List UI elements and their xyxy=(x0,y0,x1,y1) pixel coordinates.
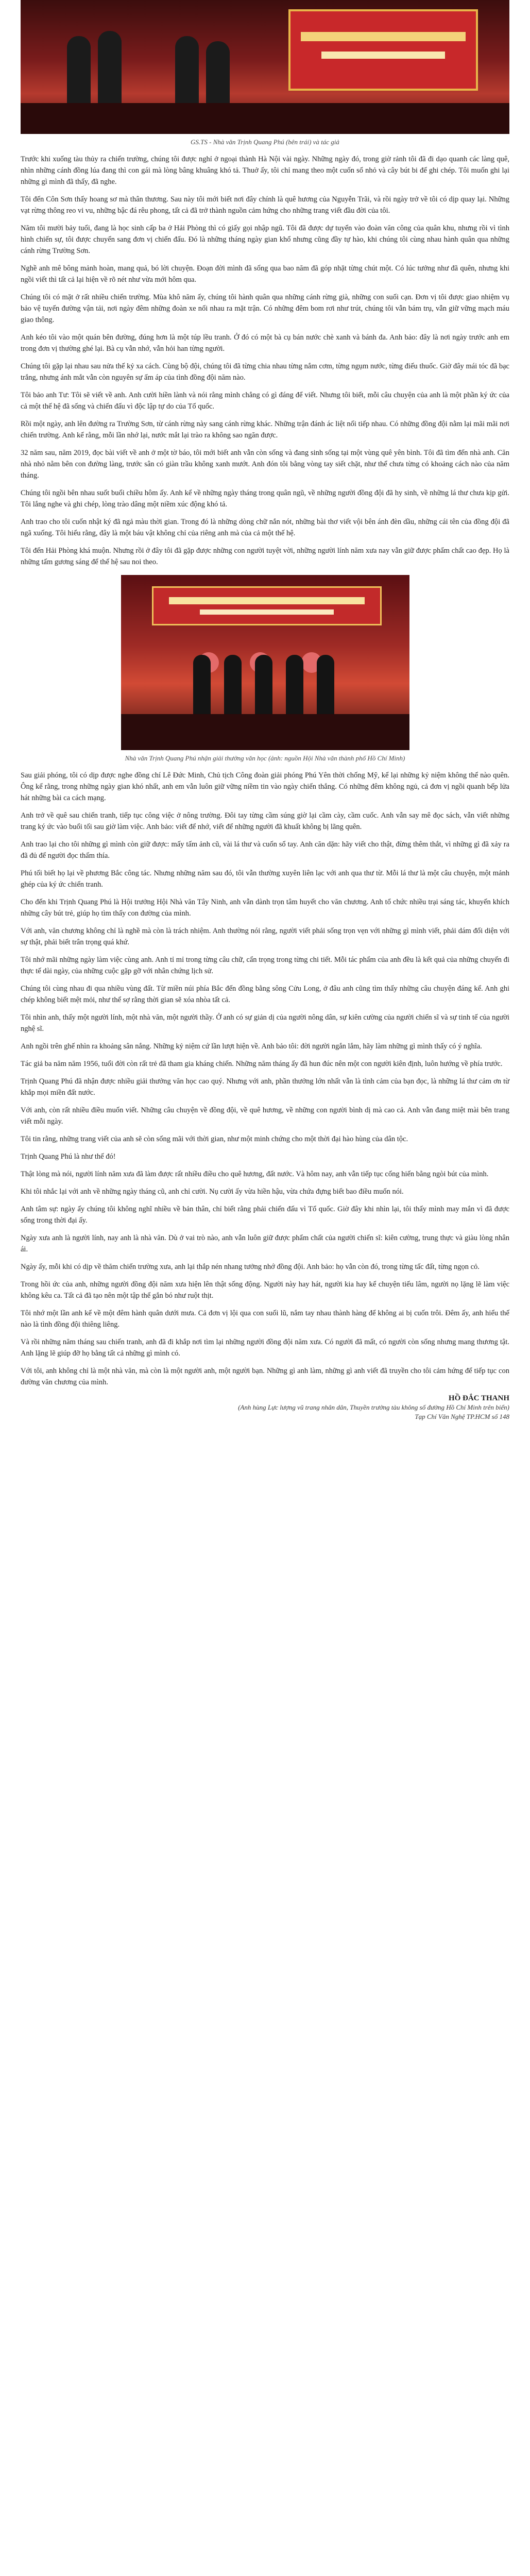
article-paragraph: Ngày xưa anh là người lính, nay anh là nhà văn. Dù ở vai trò nào, anh vẫn luôn giữ được phẩm chất của người chiến sĩ: kiên cường, trung thực và giàu lòng nhân ái. xyxy=(21,1234,509,1253)
person-figure xyxy=(224,655,242,722)
article-paragraph: Tôi tin rằng, những trang viết của anh sẽ còn sống mãi với thời gian, như một minh chứng cho một thời đại hào hùng của dân tộc. xyxy=(21,1135,408,1143)
article-paragraph: Tác giả ba năm năm 1956, tuổi đời còn rất trẻ đã tham gia kháng chiến. Những năm tháng ấy đã hun đúc nên một con người kiên định, luôn hướng về phía trước. xyxy=(21,1060,503,1068)
article-paragraph: Trong hồi ức của anh, những người đồng đội năm xưa hiện lên thật sống động. Người này hay hát, người kia hay kể chuyện tiếu lâm, người nọ lặng lẽ làm việc không kêu ca. Tất cả đã tạo nên một tập thể gắn bó như ruột thịt. xyxy=(21,1280,509,1300)
article-paragraph: Chúng tôi gặp lại nhau sau nửa thế kỷ xa cách. Cùng bộ đội, chúng tôi đã từng chia nhau từng nắm cơm, từng ngụm nước, từng điếu thuốc. Giờ đây mái tóc đã bạc trắng, nhưng ánh mắt vẫn còn nguyên sự ấm áp của tình đồng đội năm nào. xyxy=(21,362,509,382)
article-paragraph: Tôi đến Hải Phòng khá muộn. Nhưng rồi ở đây tôi đã gặp được những con người tuyệt vời, những người lính năm xưa nay vẫn giữ được phẩm chất cao đẹp. Họ là những tấm gương sáng để thế hệ sau noi theo. xyxy=(21,547,509,566)
article-paragraph: Thật lòng mà nói, người lính năm xưa đã làm được rất nhiều điều cho quê hương, đất nước. Và hôm nay, anh vẫn tiếp tục cống hiến bằng ngòi bút của mình. xyxy=(21,1170,489,1178)
top-photo xyxy=(21,0,509,134)
article-paragraph: Anh ngồi trên ghế nhìn ra khoảng sân nắng. Những kỷ niệm cứ lần lượt hiện về. Anh bảo tôi: đời người ngắn lắm, hãy làm những gì mình thấy có ý nghĩa. xyxy=(21,1042,482,1050)
article-paragraph: Nghề anh mê bông mảnh hoàn, mang quả, bó lời chuyện. Đoạn đời mình đã sống qua bao năm đã góp nhặt từng chút một. Có lúc tưởng như đã quên, nhưng khi ngồi viết thì tất cả lại hiện về rõ nét như vừa mới hôm qua. xyxy=(21,264,509,284)
article-paragraph: Anh trở về quê sau chiến tranh, tiếp tục công việc ở nông trường. Đôi tay từng cầm súng giờ lại cầm cày, cầm cuốc. Anh vẫn say mê đọc sách, vẫn viết những trang ký ức vào buổi tối sau giờ làm việc. Anh bảo: viết để nhớ, viết để những người đã khuất không bị lãng quên. xyxy=(21,811,509,831)
article-paragraph: Tôi nhìn anh, thấy một người lính, một nhà văn, một người thầy. Ở anh có sự giản dị của người nông dân, sự kiên cường của người chiến sĩ và sự tinh tế của người nghệ sĩ. xyxy=(21,1013,509,1033)
author-note: (Anh hùng Lực lượng vũ trang nhân dân, Thuyền trưởng tàu không số đường Hồ Chí Minh trên biển) xyxy=(238,1403,509,1411)
article-paragraph: Tôi nhớ một lần anh kể về một đêm hành quân dưới mưa. Cả đơn vị lội qua con suối lũ, nắm tay nhau thành hàng để không ai bị cuốn trôi. Đêm ấy, anh hiểu thế nào là tình đồng đội thiêng liêng. xyxy=(21,1309,509,1329)
person-figure xyxy=(175,36,199,113)
article-paragraph: Với tôi, anh không chỉ là một nhà văn, mà còn là một người anh, một người bạn. Những gì anh làm, những gì anh viết đã truyền cho tôi cảm hứng để tiếp tục con đường văn chương của mình. xyxy=(21,1367,509,1386)
person-figure xyxy=(193,655,211,722)
article-paragraph: Với anh, còn rất nhiều điều muốn viết. Những câu chuyện về đồng đội, về quê hương, về những con người bình dị mà cao cả. Anh vẫn đang miệt mài bên trang viết mỗi ngày. xyxy=(21,1106,509,1126)
stage-floor xyxy=(21,103,509,134)
stage-screen xyxy=(288,9,478,91)
article-paragraph: Anh trao cho tôi cuốn nhật ký đã ngả màu thời gian. Trong đó là những dòng chữ nắn nót, những bài thơ viết vội bên ánh đèn dầu, những cái tên của đồng đội đã ngã xuống. Tôi hiểu rằng, đây là một báu vật không chỉ của riêng anh mà của cả một thế hệ. xyxy=(21,518,509,537)
article-paragraph: Với anh, văn chương không chỉ là nghề mà còn là trách nhiệm. Anh thường nói rằng, người viết phải sống trọn vẹn với những gì mình viết, phải dám đối diện với sự thật, phải biết trân trọng quá khứ. xyxy=(21,927,509,946)
article-paragraph: Chúng tôi ngồi bên nhau suốt buổi chiều hôm ấy. Anh kể về những ngày tháng trong quân ngũ, về những người đồng đội đã hy sinh, về những lá thư chưa kịp gửi. Tôi lắng nghe và ghi chép, lòng trào dâng một niềm xúc động khó tả. xyxy=(21,489,509,509)
article-paragraph: Ngày ấy, mỗi khi có dịp về thăm chiến trường xưa, anh lại thắp nén nhang tưởng nhớ đồng đội. Anh bảo: họ vẫn còn đó, trong từng tấc đất, từng ngọn cỏ. xyxy=(21,1263,480,1271)
top-photo-caption: GS.TS - Nhà văn Trịnh Quang Phú (bên trái) và tác giả xyxy=(191,138,339,146)
article-paragraph: Sau giải phóng, tôi có dịp được nghe đồng chí Lê Đức Minh, Chủ tịch Công đoàn giải phóng Phú Yên thời chống Mỹ, kể lại những kỷ niệm không thể nào quên. Ông kể rằng, trong những ngày gian khó nhất, anh em vẫn luôn giữ vững niềm tin vào ngày chiến thắng. Có những đêm không ngủ, cả đơn vị ngồi quanh bếp lửa hát những bài ca cách mạng. xyxy=(21,771,509,802)
article-paragraph: Anh trao lại cho tôi những gì mình còn giữ được: mấy tấm ảnh cũ, vài lá thư và cuốn sổ tay. Anh căn dặn: hãy viết cho thật, đừng thêm thắt, vì những gì đã xảy ra đã đủ để người đọc thấm thía. xyxy=(21,840,509,860)
person-figure xyxy=(317,655,334,722)
article-paragraph: 32 năm sau, năm 2019, đọc bài viết về anh ở một tờ báo, tôi mới biết anh vẫn còn sống và đang sinh sống tại một vùng quê yên bình. Tôi đã tìm đến nhà anh. Căn nhà nhỏ nằm bên con đường làng, trước sân có giàn trầu không xanh mướt. Anh đón tôi bằng vòng tay siết chặt, như thể chưa từng có khoảng cách nào của năm tháng. xyxy=(21,449,509,480)
article-paragraph: Cho đến khi Trịnh Quang Phú là Hội trưởng Hội Nhà văn Tây Ninh, anh vẫn dành trọn tâm huyết cho văn chương. Anh tổ chức nhiều trại sáng tác, khuyến khích những cây bút trẻ, giúp họ tìm thấy con đường của mình. xyxy=(21,898,509,918)
person-figure xyxy=(98,31,122,113)
person-figure xyxy=(286,655,303,722)
article-paragraph: Phú tối biết họ lại về phương Bắc công tác. Nhưng những năm sau đó, tôi vẫn thường xuyên liên lạc với anh qua thư từ. Mỗi lá thư là một câu chuyện, một mảnh ghép của ký ức chiến tranh. xyxy=(21,869,509,889)
source-note: Tạp Chí Văn Nghệ TP.HCM số 148 xyxy=(415,1413,509,1420)
article-paragraph: Và rồi những năm tháng sau chiến tranh, anh đã đi khắp nơi tìm lại những người đồng đội năm xưa. Có người đã mất, có người còn sống nhưng mang thương tật. Anh lặng lẽ giúp đỡ họ bằng tất cả những gì mình có. xyxy=(21,1338,509,1358)
person-figure xyxy=(255,655,272,722)
article-paragraph: Chúng tôi cùng nhau đi qua nhiều vùng đất. Từ miền núi phía Bắc đến đồng bằng sông Cửu Long, ở đâu anh cũng tìm thấy những câu chuyện đáng kể. Anh ghi chép không biết mệt mỏi, như thể sợ rằng thời gian sẽ xóa nhòa tất cả. xyxy=(21,985,509,1004)
article-body-part-1 xyxy=(21,154,509,568)
article-paragraph: Khi tôi nhắc lại với anh về những ngày tháng cũ, anh chỉ cười. Nụ cười ấy vừa hiền hậu, vừa chứa đựng biết bao điều muốn nói. xyxy=(21,1188,404,1196)
stage-floor xyxy=(121,714,409,750)
author-signature: HỒ ĐẮC THANH xyxy=(448,1394,509,1402)
article-paragraph: Trước khi xuống tàu thủy ra chiến trường, chúng tôi được nghỉ ở ngoại thành Hà Nội vài ngày. Những ngày đó, trong giờ rảnh tôi đã đi dạo quanh các làng quê, nhìn những cánh đồng lúa đang thì con gái mà lòng bâng khuâng khó tả. Thuở ấy, tôi chỉ mang theo một cuốn sổ nhỏ và cây bút bi để ghi chép. Tôi muốn ghi lại những gì mình đã thấy, đã nghe. xyxy=(21,155,509,186)
article-paragraph: Anh kéo tôi vào một quán bên đường, đúng hơn là một túp lều tranh. Ở đó có một bà cụ bán nước chè xanh và bánh đa. Anh bảo: đây là nơi ngày trước anh em trong đơn vị thường ghé lại. Bà cụ vẫn nhớ, vẫn hỏi han từng người. xyxy=(21,333,509,353)
article xyxy=(21,0,509,1421)
article-paragraph: Rồi một ngày, anh lên đường ra Trường Sơn, từ cánh rừng này sang cánh rừng khác. Những trận đánh ác liệt nối tiếp nhau. Có những đồng đội nằm lại mãi mãi nơi chiến trường. Anh kể rằng, mỗi lần nhớ lại, nước mắt lại trào ra không sao ngăn được. xyxy=(21,420,509,439)
award-banner xyxy=(152,586,382,625)
award-photo-caption: Nhà văn Trịnh Quang Phú nhận giải thưởng văn học (ảnh: nguồn Hội Nhà văn thành phố Hồ Chí Minh) xyxy=(125,754,405,762)
person-figure xyxy=(67,36,91,113)
article-paragraph: Năm tôi mười bảy tuổi, đang là học sinh cấp ba ở Hải Phòng thì có giấy gọi nhập ngũ. Tôi đã được dự tuyển vào đoàn văn công của quân khu, nhưng rồi vì tình hình chiến sự, tôi được chuyển sang đơn vị chiến đấu. Đó là những tháng ngày gian khổ nhưng cũng đầy tự hào, khi chúng tôi cùng nhau hành quân qua những cánh rừng Trường Sơn. xyxy=(21,224,509,255)
article-paragraph: Tôi đến Côn Sơn thấy hoang sơ mà thân thương. Sau này tôi mới biết nơi đây chính là quê hương của Nguyễn Trãi, và rồi ngày trở về tôi có dịp quay lại. Những vạt rừng thông reo vi vu, những bậc đá rêu phong, tất cả đã trở thành nguồn cảm hứng cho những trang viết đầu đời của tôi. xyxy=(21,195,509,215)
person-figure xyxy=(206,41,230,113)
article-paragraph: Tôi nhớ mãi những ngày làm việc cùng anh. Anh tỉ mỉ trong từng câu chữ, cẩn trọng trong từng chi tiết. Mỗi tác phẩm của anh đều là kết quả của những chuyến đi thực tế dài ngày, của những cuộc gặp gỡ với nhân chứng lịch sử. xyxy=(21,956,509,975)
article-paragraph: Anh tâm sự: ngày ấy chúng tôi không nghĩ nhiều về bản thân, chỉ biết rằng phải chiến đấu vì Tổ quốc. Giờ đây khi nhìn lại, tôi thấy mình may mắn vì đã được sống trong thời đại ấy. xyxy=(21,1205,509,1225)
article-paragraph: Trịnh Quang Phú đã nhận được nhiều giải thưởng văn học cao quý. Nhưng với anh, phần thưởng lớn nhất vẫn là tình cảm của bạn đọc, là những lá thư cảm ơn từ khắp mọi miền đất nước. xyxy=(21,1077,509,1097)
article-paragraph: Chúng tôi có mặt ở rất nhiều chiến trường. Mùa khô năm ấy, chúng tôi hành quân qua những cánh rừng già, những con suối cạn. Đơn vị tôi được giao nhiệm vụ bảo vệ tuyến đường vận tải, nơi ngày đêm những đoàn xe nối nhau ra mặt trận. Có những đêm bom rơi như trút, chúng tôi vẫn bám trụ, vẫn giữ vững mạch máu giao thông. xyxy=(21,293,509,324)
article-body-part-2 xyxy=(21,770,509,1388)
article-paragraph: Tôi bảo anh Tư: Tôi sẽ viết về anh. Anh cười hiền lành và nói rằng mình chẳng có gì đáng để viết. Nhưng tôi biết, mỗi câu chuyện của anh là một phần ký ức của cả một thế hệ đã sống và chiến đấu vì độc lập tự do của Tổ quốc. xyxy=(21,391,509,411)
article-paragraph: Trịnh Quang Phú là như thế đó! xyxy=(21,1153,116,1161)
award-photo xyxy=(121,575,409,750)
